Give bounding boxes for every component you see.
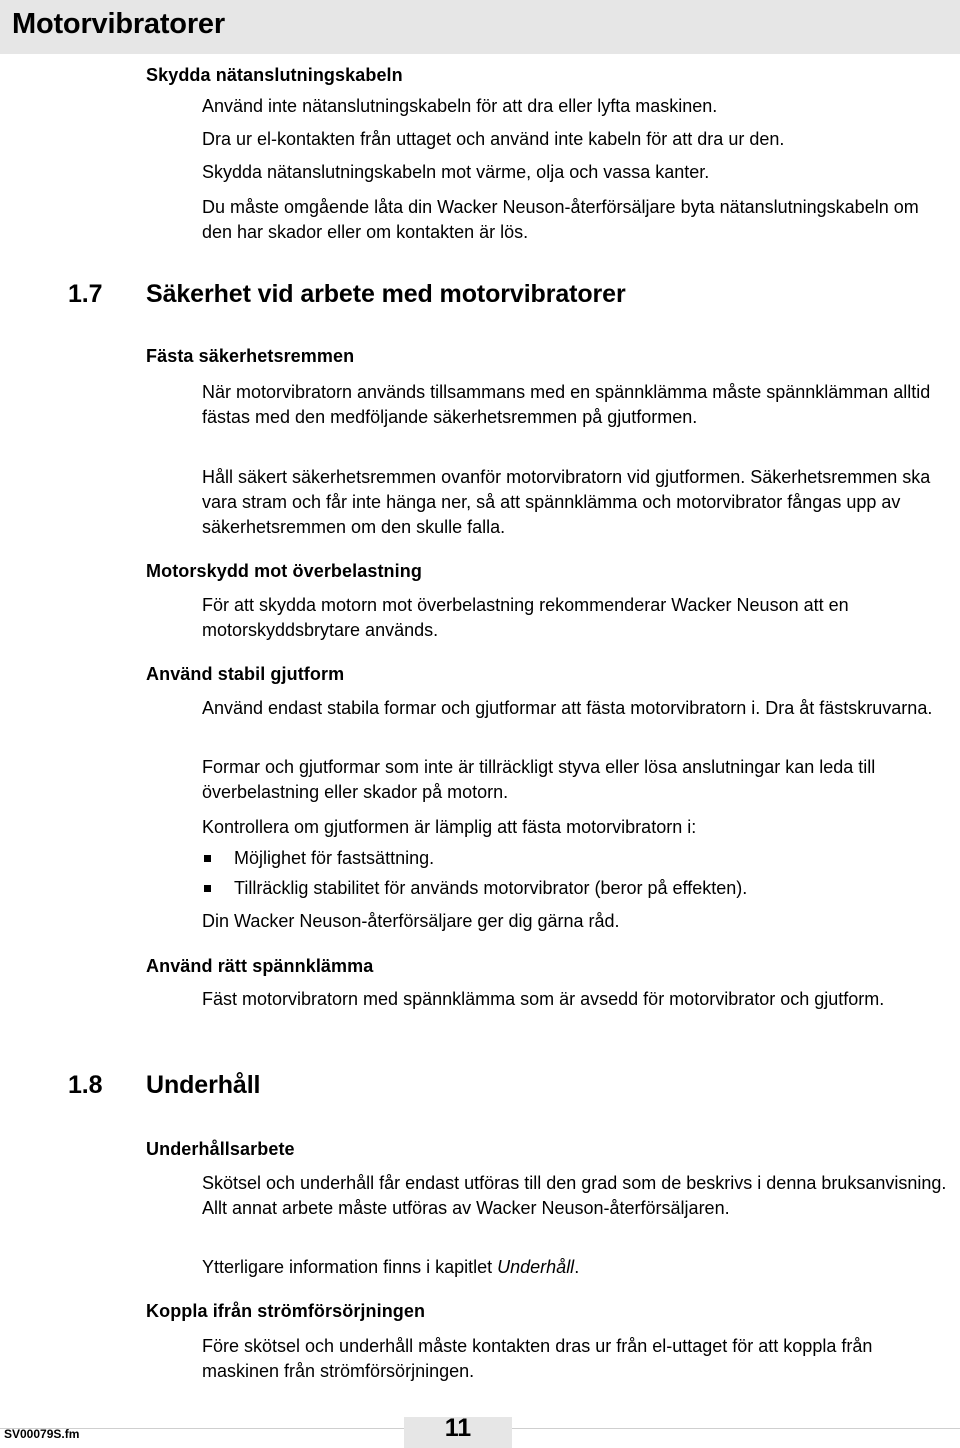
fasta-paragraph-1: När motorvibratorn används tillsammans med en spännklämma måste spännklämman alltid fästas med den medföljande säkerhetsremmen på gjutformen. (202, 382, 931, 427)
underhall-paragraph-2 (202, 1255, 947, 1280)
underhall-paragraph-1: Skötsel och underhåll får endast utföras till den grad som de beskrivs i denna bruksanvisning. Allt annat arbete måste utföras av Wacker Neuson-återförsäljaren. (202, 1173, 947, 1218)
natkabel-line-3: Skydda nätanslutningskabeln mot värme, olja och vassa kanter. (202, 162, 710, 182)
heading-skydda-natkabel: Skydda nätanslutningskabeln (146, 65, 403, 85)
heading-underhallsarbete: Underhållsarbete (146, 1139, 295, 1159)
koppla-paragraph: Före skötsel och underhåll måste kontakten dras ur från el-uttaget för att koppla från maskinen från strömförsörjningen. (202, 1336, 873, 1381)
stabil-paragraph-3: Kontrollera om gjutformen är lämplig att fästa motorvibratorn i: (202, 817, 697, 837)
page-title: Motorvibratorer (12, 8, 225, 40)
heading-motorskydd: Motorskydd mot överbelastning (146, 561, 422, 581)
list-item: Tillräcklig stabilitet för används motorvibrator (beror på effekten). (234, 878, 748, 898)
fasta-paragraph-2: Håll säkert säkerhetsremmen ovanför motorvibratorn vid gjutformen. Säkerhetsremmen ska vara stram och får inte hänga ner, så att spännklämma och motorvibrator fångas upp av säkerhetsremmen om den skulle falla. (202, 467, 931, 537)
chapter-reference: Underhåll (497, 1257, 575, 1277)
section-title-1-8: Underhåll (146, 1071, 261, 1099)
spann-paragraph: Fäst motorvibratorn med spännklämma som är avsedd för motorvibrator och gjutform. (202, 989, 885, 1009)
natkabel-paragraph: Du måste omgående låta din Wacker Neuson-återförsäljare byta nätanslutningskabeln om den har skador eller om kontakten är lös. (202, 197, 919, 242)
natkabel-line-2: Dra ur el-kontakten från uttaget och använd inte kabeln för att dra ur den. (202, 129, 785, 149)
stabil-paragraph-1: Använd endast stabila formar och gjutformar att fästa motorvibratorn i. Dra åt fästskruvarna. (202, 698, 933, 718)
stabil-paragraph-2: Formar och gjutformar som inte är tillräckligt styva eller lösa anslutningar kan leda till överbelastning eller skador på motorn. (202, 757, 876, 802)
heading-fasta-sakerhetsremmen: Fästa säkerhetsremmen (146, 346, 355, 366)
section-number-1-8: 1.8 (68, 1071, 103, 1099)
footer-filename: SV00079S.fm (4, 1427, 80, 1441)
heading-ratt-spannklamma: Använd rätt spännklämma (146, 956, 374, 976)
section-number-1-7: 1.7 (68, 280, 103, 308)
section-title-1-7: Säkerhet vid arbete med motorvibratorer (146, 280, 626, 308)
stabil-paragraph-4: Din Wacker Neuson-återförsäljare ger dig gärna råd. (202, 911, 620, 931)
heading-koppla-ifran: Koppla ifrån strömförsörjningen (146, 1301, 426, 1321)
natkabel-line-1: Använd inte nätanslutningskabeln för att dra eller lyfta maskinen. (202, 96, 718, 116)
list-item: Möjlighet för fastsättning. (234, 848, 435, 868)
underhall-paragraph-2-text: Ytterligare information finns i kapitlet (202, 1257, 498, 1277)
underhall-paragraph-2-suffix: . (574, 1257, 580, 1277)
motorskydd-paragraph: För att skydda motorn mot överbelastning rekommenderar Wacker Neuson att en motorskyddsbrytare används. (202, 595, 849, 640)
heading-stabil-gjutform: Använd stabil gjutform (146, 664, 345, 684)
page-number: 11 (444, 1414, 472, 1442)
bullet-icon (204, 855, 211, 862)
bullet-icon (204, 885, 211, 892)
